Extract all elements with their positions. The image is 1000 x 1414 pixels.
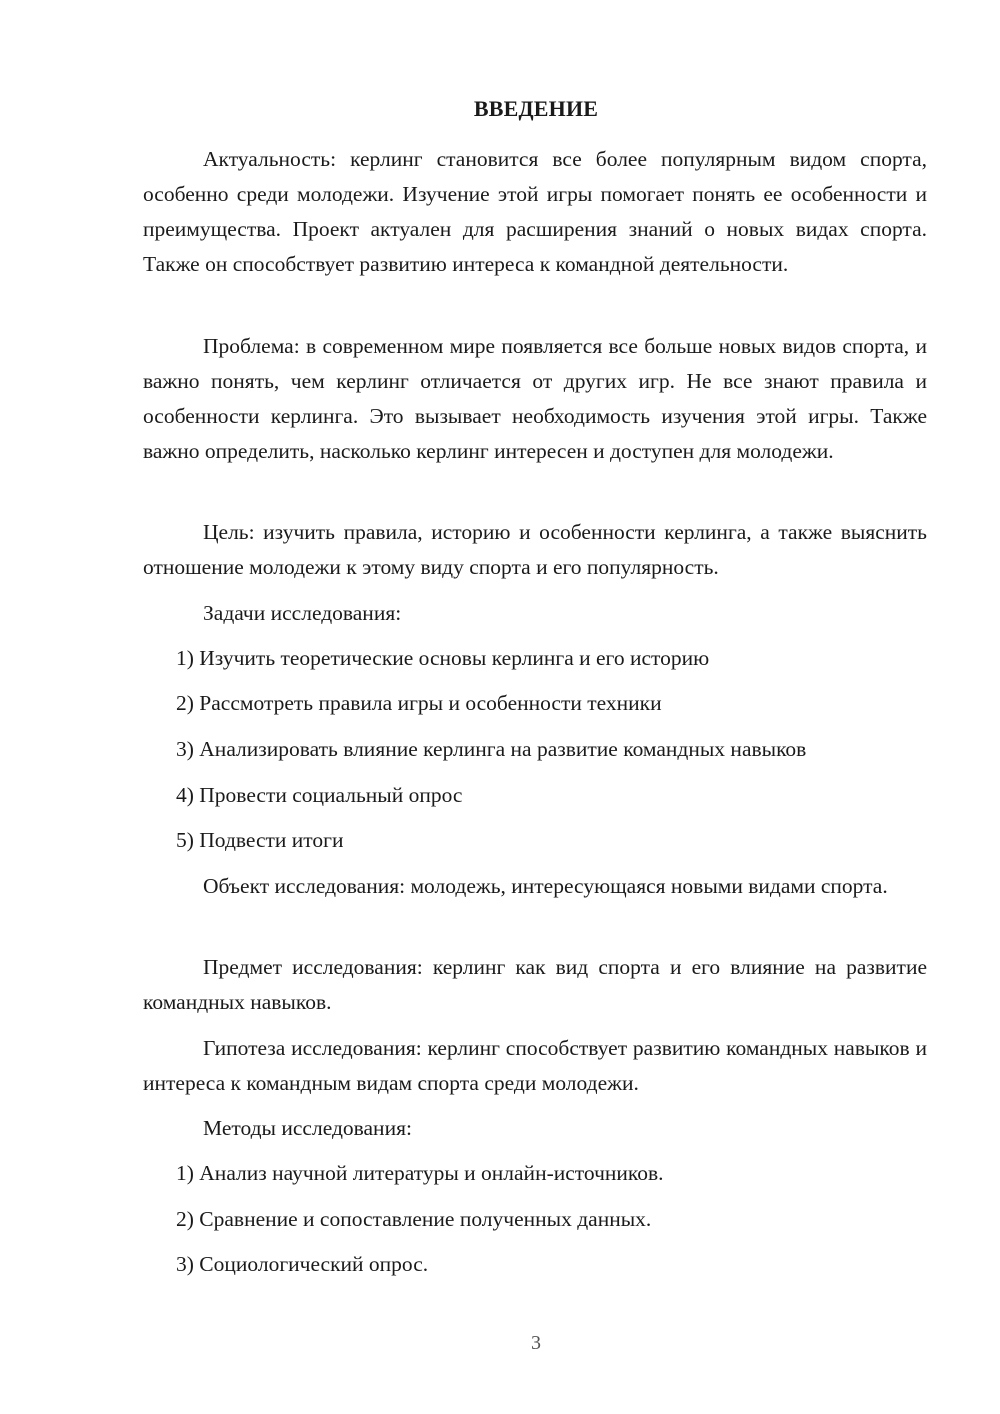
problem-paragraph: Проблема: в современном мире появляется все больше новых видов спорта, и важно понять, чем керлинг отличается от других игр. Не все знают правила и особенности керлинга. Это вызывает необходимость изучения этой игры. Также важно определить, насколько керлинг интересен и доступен для молодежи.	[143, 334, 927, 463]
task-item: 3) Анализировать влияние керлинга на развитие командных навыков	[176, 737, 807, 761]
object-paragraph: Объект исследования: молодежь, интересующаяся новыми видами спорта.	[203, 874, 888, 898]
task-item: 4) Провести социальный опрос	[176, 783, 463, 807]
hypothesis-paragraph: Гипотеза исследования: керлинг способствует развитию командных навыков и интереса к командным видам спорта среди молодежи.	[143, 1036, 927, 1095]
method-item: 2) Сравнение и сопоставление полученных данных.	[176, 1207, 652, 1231]
task-item: 5) Подвести итоги	[176, 828, 344, 852]
methods-heading: Методы исследования:	[203, 1116, 412, 1140]
page-number: 3	[531, 1332, 541, 1354]
task-item: 2) Рассмотреть правила игры и особенности техники	[176, 691, 662, 715]
method-item: 1) Анализ научной литературы и онлайн-источников.	[176, 1161, 664, 1185]
method-item: 3) Социологический опрос.	[176, 1252, 429, 1276]
goal-paragraph: Цель: изучить правила, историю и особенности керлинга, а также выяснить отношение молодежи к этому виду спорта и его популярность.	[143, 520, 927, 579]
page-title: ВВЕДЕНИЕ	[473, 96, 599, 121]
task-item: 1) Изучить теоретические основы керлинга и его историю	[176, 646, 710, 670]
relevance-paragraph: Актуальность: керлинг становится все более популярным видом спорта, особенно среди молодежи. Изучение этой игры помогает понять ее особенности и преимущества. Проект актуален для расширения знаний о новых видах спорта. Также он способствует развитию интереса к командной деятельности.	[143, 147, 927, 276]
subject-paragraph: Предмет исследования: керлинг как вид спорта и его влияние на развитие командных навыков.	[143, 955, 927, 1014]
tasks-heading: Задачи исследования:	[203, 601, 402, 625]
